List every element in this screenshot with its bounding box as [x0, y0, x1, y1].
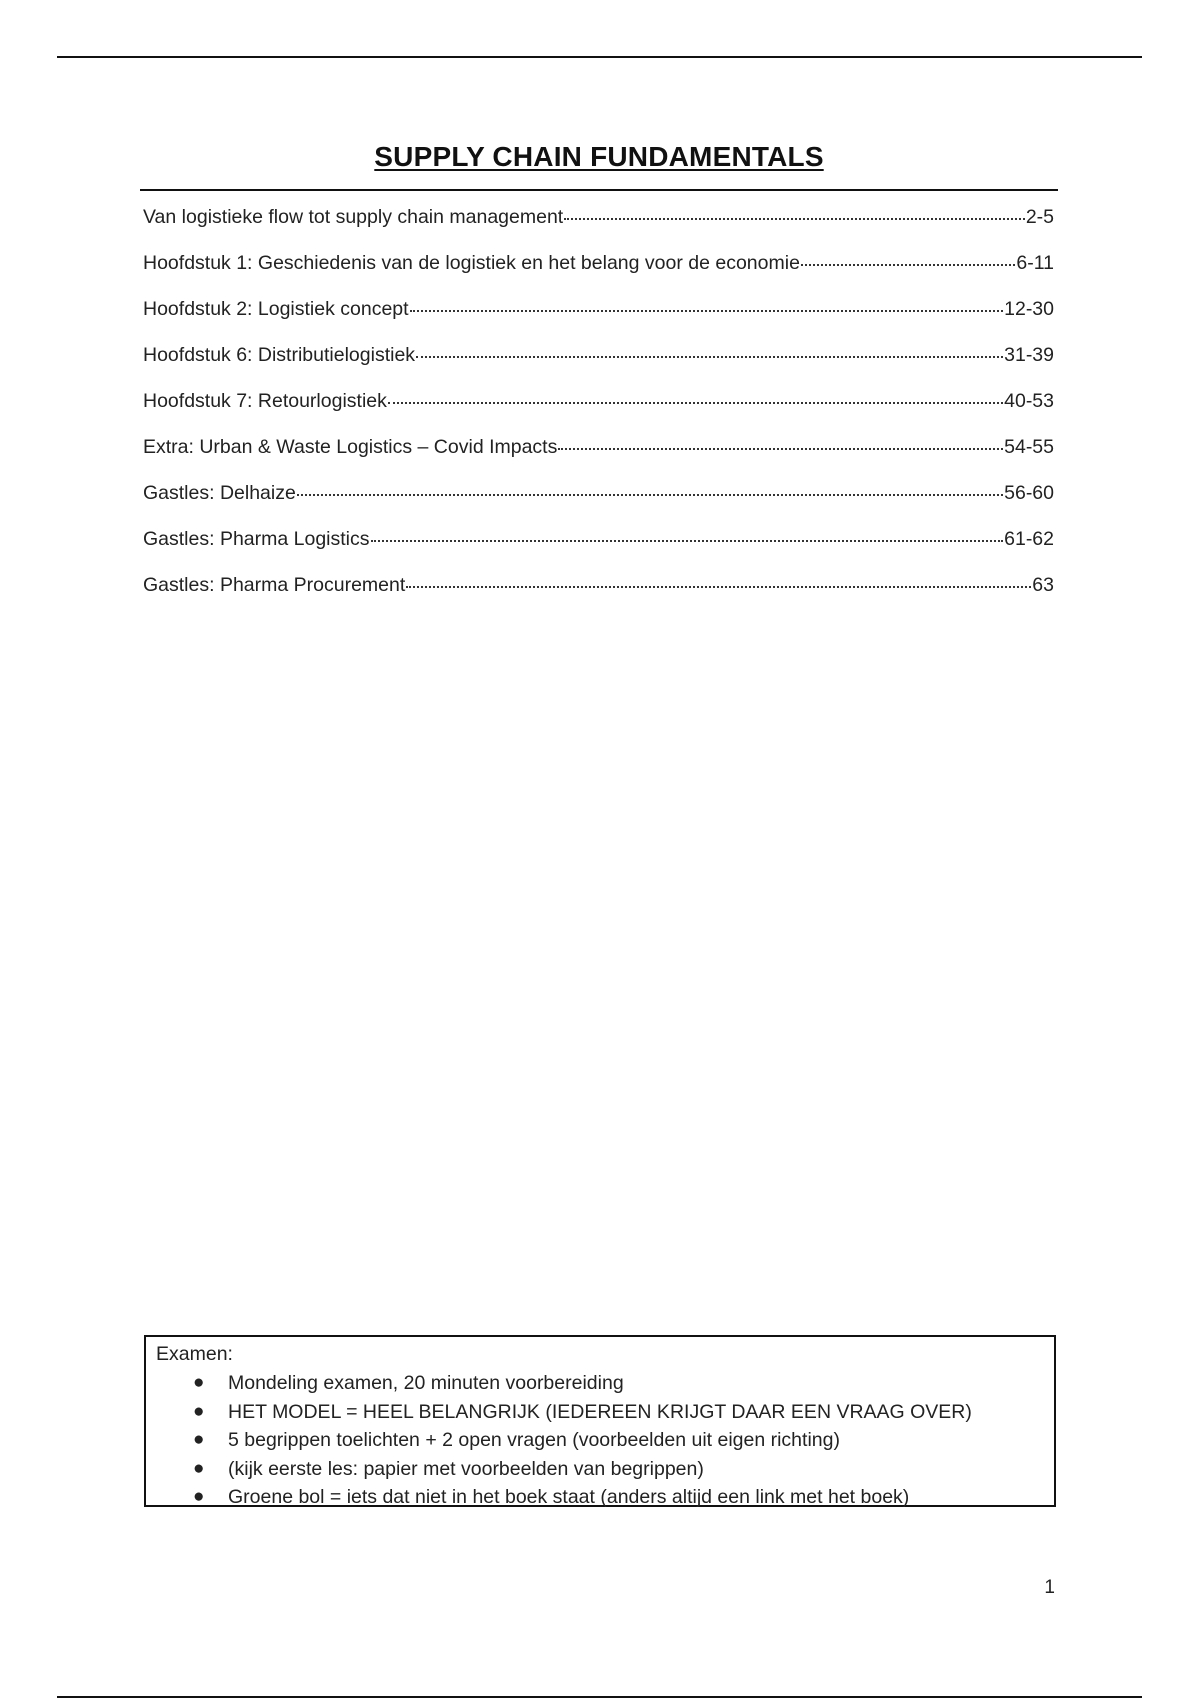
- toc-entry-pages: 2-5: [1025, 206, 1054, 228]
- exam-list-item: [156, 1426, 1044, 1455]
- bottom-rule: [57, 1696, 1142, 1698]
- toc-entry: [143, 525, 1054, 571]
- toc-entry-pages: 40-53: [1004, 390, 1054, 412]
- exam-item-text: Mondeling examen, 20 minuten voorbereiding: [228, 1372, 624, 1394]
- toc-entry: [143, 479, 1054, 525]
- toc-entry: [143, 571, 1054, 617]
- toc-dot-leader: [801, 264, 1015, 266]
- exam-heading: Examen:: [156, 1343, 233, 1365]
- exam-info-box: [144, 1335, 1056, 1507]
- toc-entry: [143, 295, 1054, 341]
- toc-entry-label: Gastles: Pharma Logistics: [143, 528, 370, 550]
- toc-entry: [143, 387, 1054, 433]
- exam-list-item: [156, 1369, 1044, 1398]
- toc-entry-pages: 12-30: [1004, 298, 1054, 320]
- bullet-icon: ●: [193, 1486, 205, 1507]
- exam-item-text: HET MODEL = HEEL BELANGRIJK (IEDEREEN KRIJGT DAAR EEN VRAAG OVER): [228, 1400, 972, 1423]
- toc-entry-label: Gastles: Delhaize: [143, 482, 296, 504]
- bullet-icon: ●: [193, 1429, 205, 1450]
- toc-dot-leader: [388, 402, 1003, 404]
- exam-list-item: [156, 1455, 1044, 1484]
- exam-item-text: (kijk eerste les: papier met voorbeelden van begrippen): [228, 1457, 704, 1480]
- toc-entry: [143, 249, 1054, 295]
- toc-entry-label: Gastles: Pharma Procurement: [143, 574, 406, 596]
- toc-dot-leader: [410, 310, 1004, 312]
- toc-dot-leader: [371, 540, 1004, 542]
- bullet-icon: ●: [193, 1400, 205, 1422]
- page-number: 1: [1044, 1577, 1055, 1598]
- toc-entry-pages: 54-55: [1004, 436, 1054, 458]
- exam-list: [156, 1369, 1044, 1512]
- toc-dot-leader: [406, 586, 1031, 588]
- toc-entry-label: Hoofdstuk 2: Logistiek concept: [143, 298, 409, 320]
- toc-entry: [143, 203, 1054, 249]
- top-rule: [57, 56, 1142, 58]
- toc-entry-pages: 31-39: [1004, 344, 1054, 366]
- toc-entry-pages: 6-11: [1016, 252, 1054, 274]
- toc-entry-pages: 63: [1032, 574, 1054, 596]
- toc-entry-label: Van logistieke flow tot supply chain management: [143, 206, 564, 228]
- toc-entry-label: Hoofdstuk 7: Retourlogistiek: [143, 390, 387, 412]
- toc-entry: [143, 341, 1054, 387]
- toc-entry-pages: 61-62: [1004, 528, 1054, 550]
- exam-item-text: 5 begrippen toelichten + 2 open vragen (voorbeelden uit eigen richting): [228, 1429, 840, 1451]
- toc-dot-leader: [564, 218, 1025, 220]
- toc-dot-leader: [416, 356, 1003, 358]
- exam-list-item: [156, 1398, 1044, 1427]
- toc-entry: [143, 433, 1054, 479]
- toc-entry-label: Hoofdstuk 6: Distributielogistiek: [143, 344, 416, 366]
- bullet-icon: ●: [193, 1372, 205, 1393]
- toc-entry-pages: 56-60: [1004, 482, 1054, 504]
- bullet-icon: ●: [193, 1457, 205, 1479]
- toc-entry-label: Hoofdstuk 1: Geschiedenis van de logistiek en het belang voor de economie: [143, 252, 800, 274]
- exam-item-text: Groene bol = iets dat niet in het boek staat (anders altijd een link met het boek): [228, 1486, 910, 1508]
- toc-dot-leader: [297, 494, 1003, 496]
- title-block: [140, 140, 1058, 191]
- document-title: SUPPLY CHAIN FUNDAMENTALS: [374, 141, 824, 172]
- exam-list-item: [156, 1483, 1044, 1512]
- toc-entry-label: Extra: Urban & Waste Logistics – Covid Impacts: [143, 436, 558, 458]
- toc-dot-leader: [558, 448, 1003, 450]
- table-of-contents: [143, 203, 1054, 617]
